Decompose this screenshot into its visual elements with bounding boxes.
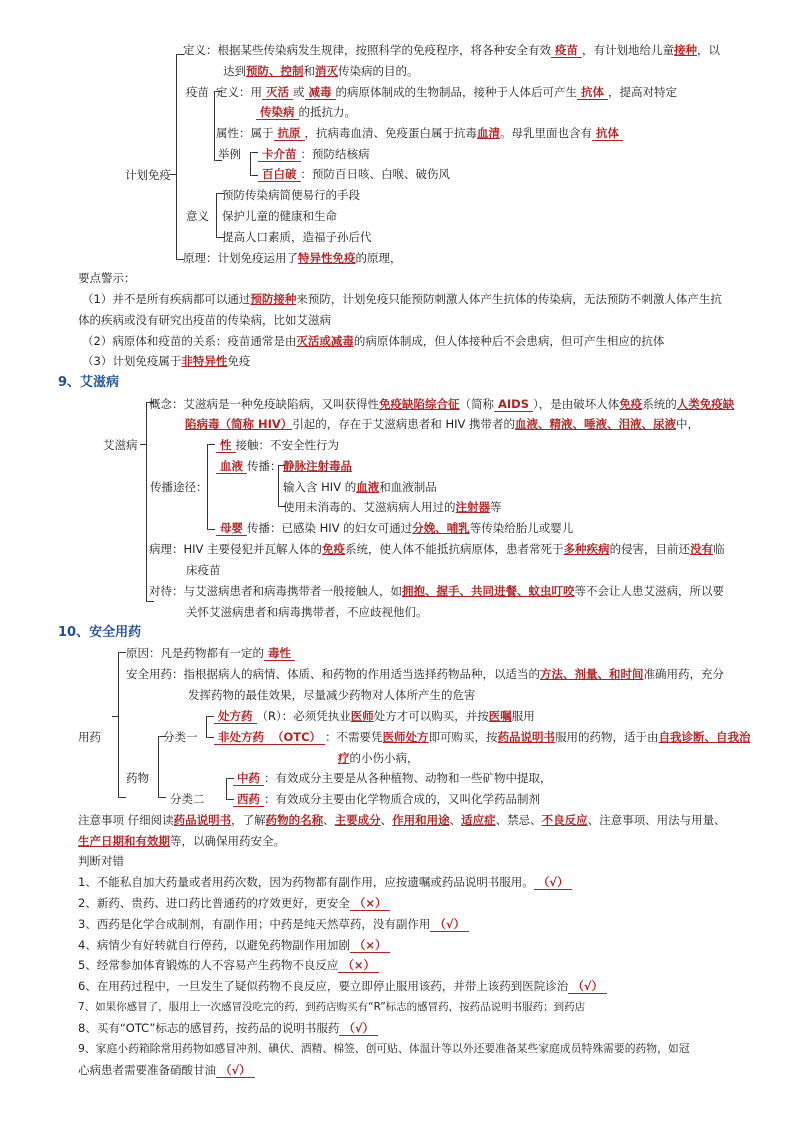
- example-bcg: 卡介苗 ：预防结核病: [258, 146, 370, 162]
- route-label: 传播途径：: [150, 480, 208, 494]
- aids-treatment-cont: 关怀艾滋病患者和病毒携带者，不应歧视他们。: [186, 605, 428, 619]
- otc-drug-cont: 疗的小伤小病，: [338, 751, 419, 765]
- blood-transfusion: 输入含 HIV 的血液和血液制品: [283, 480, 437, 494]
- tips-heading: 要点警示：: [78, 271, 136, 285]
- brace-example: [250, 152, 251, 176]
- brace-significance: [216, 193, 217, 238]
- route-mother-infant: 母婴 传播：已感染 HIV 的妇女可通过分娩、哺乳等传染给胎儿或婴儿: [216, 520, 573, 536]
- brace-class1: [206, 716, 207, 738]
- root-label: 计划免疫: [125, 168, 171, 182]
- example-label: 举例: [218, 147, 241, 161]
- question-9-cont: 心病患者需要准备硝酸甘油 （√）: [78, 1062, 255, 1078]
- aids-pathology: 病理：HIV 主要侵犯并瓦解人体的免疫系统，使人体不能抵抗病原体，患者常死于多种疾病的侵害，目前还没有临: [149, 542, 725, 556]
- brace-route: [207, 444, 208, 530]
- tip-3: （3）计划免疫属于非特异性免疫: [82, 354, 251, 368]
- medication-root-label: 用药: [78, 730, 101, 744]
- question-9: 9、家庭小药箱除常用药物如感冒冲剂、碘伏、酒精、棉签、创可贴、体温计等以外还要准备某些家庭成员特殊需要的药物，如冠: [78, 1042, 690, 1055]
- drug-label: 药物: [126, 771, 149, 785]
- blood-syringe: 使用未消毒的、艾滋病病人用过的注射器等: [283, 500, 502, 514]
- question-3: 3、西药是化学合成制剂，有副作用；中药是纯天然草药，没有副作用 （√）: [78, 916, 469, 932]
- prescription-drug: 处方药 （R）：必须凭执业医师处方才可以购买，并按医嘱服用: [214, 708, 535, 724]
- brace-medication: [118, 652, 119, 798]
- blood-drugs: 静脉注射毒品: [283, 459, 352, 473]
- true-false-heading: 判断对错: [78, 854, 124, 868]
- tip-1: （1）并不是所有疾病都可以通过预防接种来预防，计划免疫只能预防刺激人体产生抗体的传染病，无法预防不刺激人体产生抗: [82, 292, 722, 306]
- classification-1: 分类一: [163, 730, 198, 744]
- route-blood: 血液 传播：: [216, 458, 282, 474]
- vaccine-attribute: 属性：属于 抗原 ，抗病毒血清、免疫蛋白属于抗毒血清。母乳里面也含有 抗体: [216, 125, 623, 141]
- aids-pathology-cont: 床疫苗: [186, 563, 221, 577]
- western-medicine: 西药 ：有效成分主要由化学物质合成的，又叫化学药品制剂: [233, 791, 540, 807]
- otc-drug: 非处方药 （OTC） ：不需要凭医师处方即可购买，按药品说明书服用的药物，适于由自我诊断、自我治: [214, 729, 751, 745]
- significance-2: 保护儿童的健康和生命: [222, 209, 337, 223]
- question-8: 8、买有“OTC”标志的感冒药，按药品的说明书服药 （√）: [78, 1020, 378, 1036]
- definition-line2: 达到预防、控制和消灭传染病的目的。: [223, 64, 419, 78]
- example-dtp: 百白破 ：预防百日咳、白喉、破伤风: [258, 166, 450, 182]
- brace-drug: [158, 736, 159, 798]
- tip-2: （2）病原体和疫苗的关系：疫苗通常是由灭活或减毒的病原体制成，但人体接种后不会患病，但可产生相应的抗体: [82, 334, 665, 348]
- medication-notes-cont: 生产日期和有效期等，以确保用药安全。: [78, 834, 285, 848]
- significance-1: 预防传染病简便易行的手段: [222, 188, 360, 202]
- section-title-aids: 9、艾滋病: [58, 375, 120, 390]
- definition-line1: 定义：根据某些传染病发生规律，按照科学的免疫程序，将各种安全有效 疫苗 ，有计划地给儿童接种，以: [183, 43, 720, 57]
- brace-vaccine: [214, 91, 215, 161]
- brace-class2: [226, 778, 227, 800]
- question-6: 6、在用药过程中，一旦发生了疑似药物不良反应，要立即停止服用该药，并带上该药到医院诊治 （√）: [78, 978, 607, 994]
- aids-concept-line2: 陷病毒（简称 HIV）引起的，存在于艾滋病患者和 HIV 携带者的血液、精液、唾液、泪液、尿液中，: [185, 417, 700, 431]
- aids-concept: 概念：艾滋病是一种免疫缺陷病，又叫获得性免疫缺陷综合征（简称 AIDS ），是由破坏人体免疫系统的人类免疫缺: [149, 397, 735, 411]
- significance-3: 提高人口素质，造福子孙后代: [222, 230, 372, 244]
- question-7: 7、如果你感冒了，服用上一次感冒没吃完的药，到药店购买有“R”标志的感冒药，按药品说明书服药；到药店: [78, 1001, 586, 1013]
- question-1: 1、不能私自加大药量或者用药次数，因为药物都有副作用，应按遗嘱或药品说明书服用。 （√）: [78, 874, 572, 890]
- medication-notes: 注意事项 仔细阅读药品说明书，了解药物的名称、主要成分、作用和用途、适应症、禁忌、不良反应、注意事项、用法与用量、: [78, 813, 726, 827]
- brace-root: [176, 54, 177, 260]
- tip-1-cont: 体的疾病或没有研究出疫苗的传染病，比如艾滋病: [78, 313, 331, 327]
- principle: 原理：计划免疫运用了特异性免疫的原理，: [183, 251, 402, 265]
- safe-medication-cont: 发挥药物的最佳效果，尽量减少药物对人体所产生的危害: [188, 688, 476, 702]
- aids-root-label: 艾滋病: [103, 438, 138, 452]
- classification-2: 分类二: [170, 792, 205, 806]
- question-4: 4、病情少有好转就自行停药，以避免药物副作用加剧 （×）: [78, 937, 390, 953]
- brace-blood: [278, 465, 279, 507]
- question-2: 2、新药、贵药、进口药比普通药的疗效更好，更安全 （×）: [78, 895, 390, 911]
- significance-label: 意义: [186, 209, 209, 223]
- aids-treatment: 对待：与艾滋病患者和病毒携带者一般接触人，如拥抱、握手、共同进餐、蚊虫叮咬等不会让人患艾滋病，所以要: [149, 584, 724, 598]
- vaccine-label: 疫苗: [186, 85, 209, 99]
- section-title-medication: 10、安全用药: [58, 625, 142, 640]
- safe-medication: 安全用药：指根据病人的病情、体质、和药物的作用适当选择药物品种，以适当的方法、剂量、和时间准确用药，充分: [126, 667, 724, 681]
- medication-cause: 原因：凡是药物都有一定的 毒性: [126, 645, 295, 661]
- route-sexual: 性 接触：不安全性行为: [216, 437, 339, 453]
- vaccine-definition-line2: 传染病 的抵抗力。: [256, 104, 356, 120]
- question-5: 5、经常参加体育锻炼的人不容易产生药物不良反应 （×）: [78, 957, 379, 973]
- brace-aids: [146, 402, 147, 602]
- chinese-medicine: 中药 ：有效成分主要是从各种植物、动物和一些矿物中提取，: [233, 770, 552, 786]
- vaccine-definition: 定义：用 灭活 或 减毒 的病原体制成的生物制品，接种于人体后可产生 抗体 ，提高对特定: [216, 85, 677, 99]
